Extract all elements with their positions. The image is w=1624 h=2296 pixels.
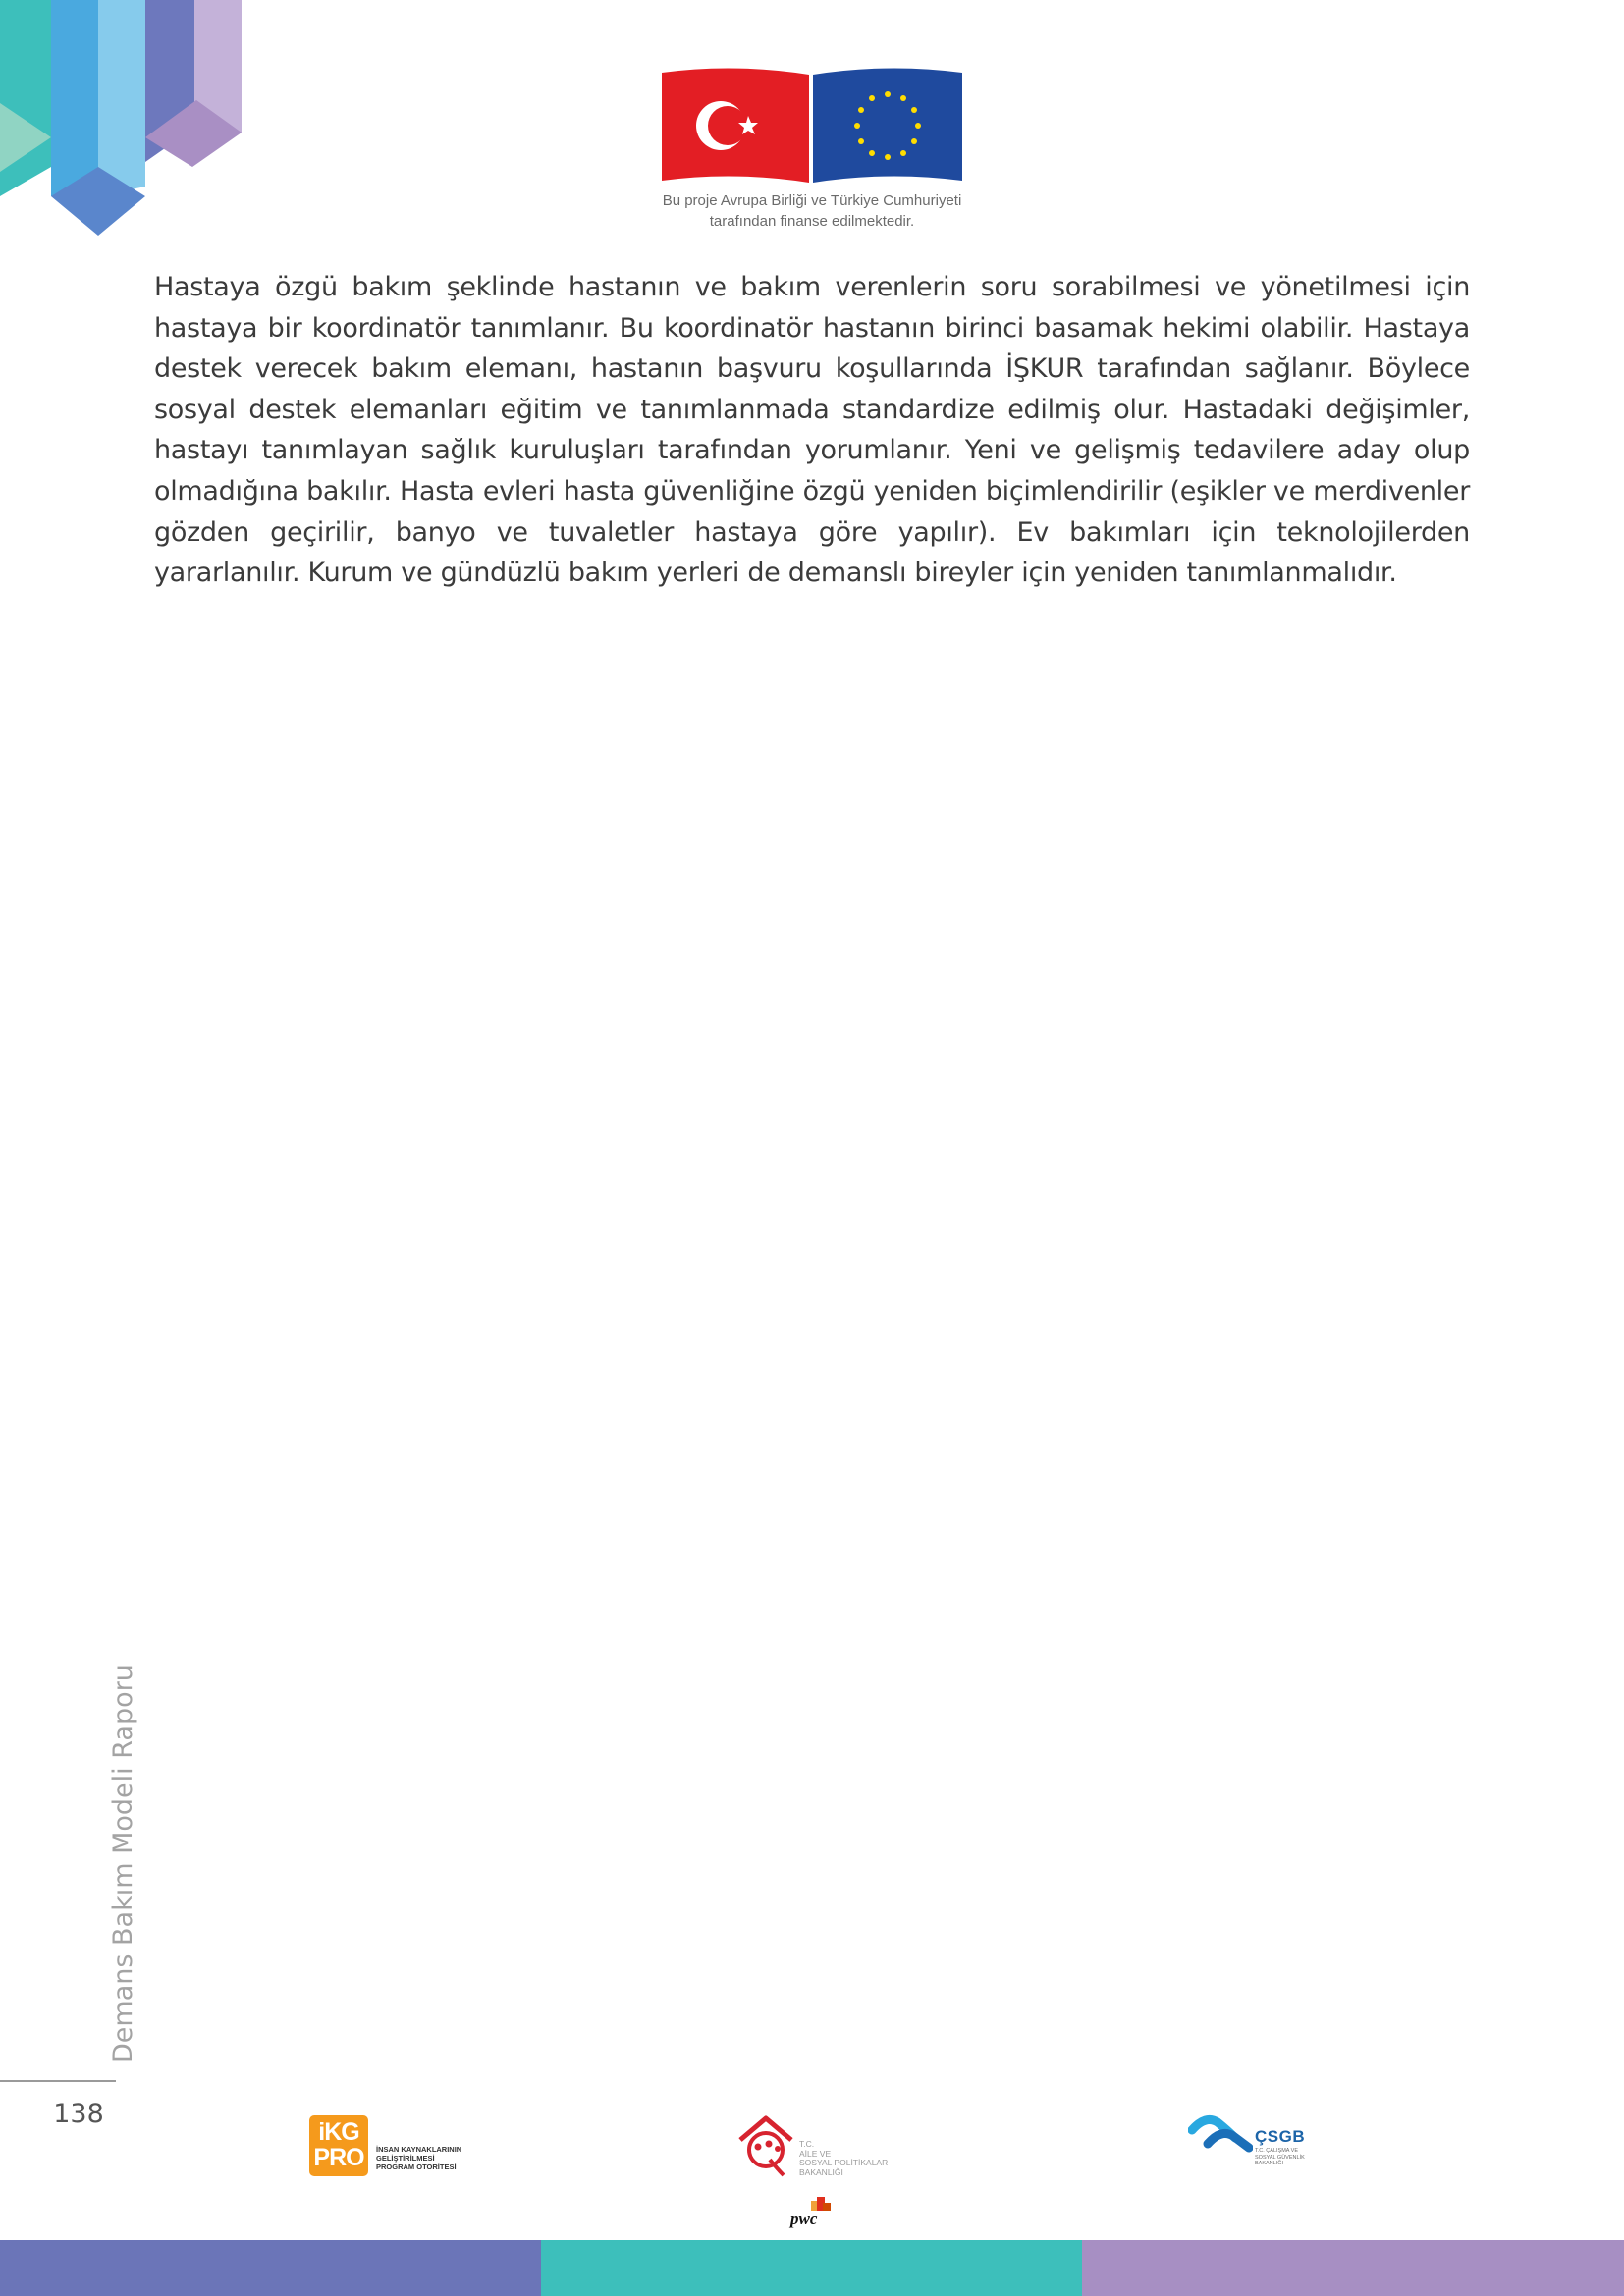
csgb-subtext: [1255, 2148, 1324, 2167]
aile-line3: SOSYAL POLİTİKALAR: [799, 2158, 889, 2167]
csgb-wave-icon: [1188, 2112, 1253, 2156]
ikg-line1: İNSAN KAYNAKLARININ: [376, 2145, 462, 2154]
body-paragraph: Hastaya özgü bakım şeklinde hastanın ve bakım verenlerin soru sorabilmesi ve yönetilmesi için hastaya bir koordinatör tanımlanır. Bu koordinatör hastanın birinci basamak hekimi olabilir. Hastaya destek verecek bakım elemanı, hastanın başvuru koşullarında İŞKUR tarafından sağlanır. Böylece sosyal destek elemanları eğitim ve tanımlanmada standardize edilmiş olur. Hastadaki değişimler, hastayı tanımlayan sağlık kuruluşları tarafından yorumlanır. Yeni ve gelişmiş tedavilere aday olup olmadığına bakılır. Hasta evleri hasta güvenliğine özgü yeniden biçimlendirilir (eşikler ve merdivenler gözden geçirilir, banyo ve tuvaletler hastaya göre yapılır). Ev bakımları için teknolojilerden yararlanılır. Kurum ve gündüzlü bakım yerleri de demanslı bireyler için yeniden tanımlanmalıdır.: [154, 272, 1470, 589]
house-family-icon: [736, 2112, 797, 2177]
aile-text: [799, 2140, 897, 2177]
bottom-band-right: [1082, 2240, 1624, 2296]
aile-line1: T.C.: [799, 2139, 815, 2149]
csgb-line1: T.C. ÇALIŞMA VE: [1255, 2148, 1299, 2154]
pwc-mark-icon: [807, 2195, 833, 2211]
csgb-line3: BAKANLIĞI: [1255, 2161, 1284, 2166]
bottom-band-left: [0, 2240, 541, 2296]
ikg-line2: GELİŞTİRİLMESİ: [376, 2154, 435, 2163]
ikg-pro-badge: [309, 2115, 368, 2176]
ikg-line3: PROGRAM OTORİTESİ: [376, 2163, 457, 2171]
flags-logo: [660, 67, 964, 185]
report-title-vertical: Demans Bakım Modeli Raporu: [108, 1664, 138, 2063]
corner-decoration: [0, 0, 245, 236]
aile-sosyal-politikalar-logo: [736, 2112, 903, 2181]
ikg-pro-text: [376, 2145, 494, 2171]
eu-funding-caption: [660, 190, 964, 232]
csgb-line2: SOSYAL GÜVENLİK: [1255, 2154, 1305, 2161]
eu-caption-line2: tarafından finanse edilmektedir.: [709, 213, 915, 230]
page-number-divider: [0, 2080, 116, 2082]
ikg-badge-line2: PRO: [313, 2144, 364, 2171]
bottom-band-middle: [541, 2240, 1082, 2296]
eu-caption-line1: Bu proje Avrupa Birliği ve Türkiye Cumhuriyeti: [662, 192, 962, 209]
pwc-logo-text: pwc: [790, 2210, 818, 2228]
aile-line2: AİLE VE: [799, 2148, 832, 2159]
ikg-pro-logo: [309, 2115, 506, 2184]
csgb-name: ÇSGB: [1255, 2127, 1306, 2146]
page-number: 138: [53, 2099, 104, 2129]
aile-line4: BAKANLIĞI: [799, 2166, 843, 2177]
csgb-logo: [1188, 2112, 1335, 2181]
ikg-badge-line1: iKG: [318, 2118, 359, 2146]
